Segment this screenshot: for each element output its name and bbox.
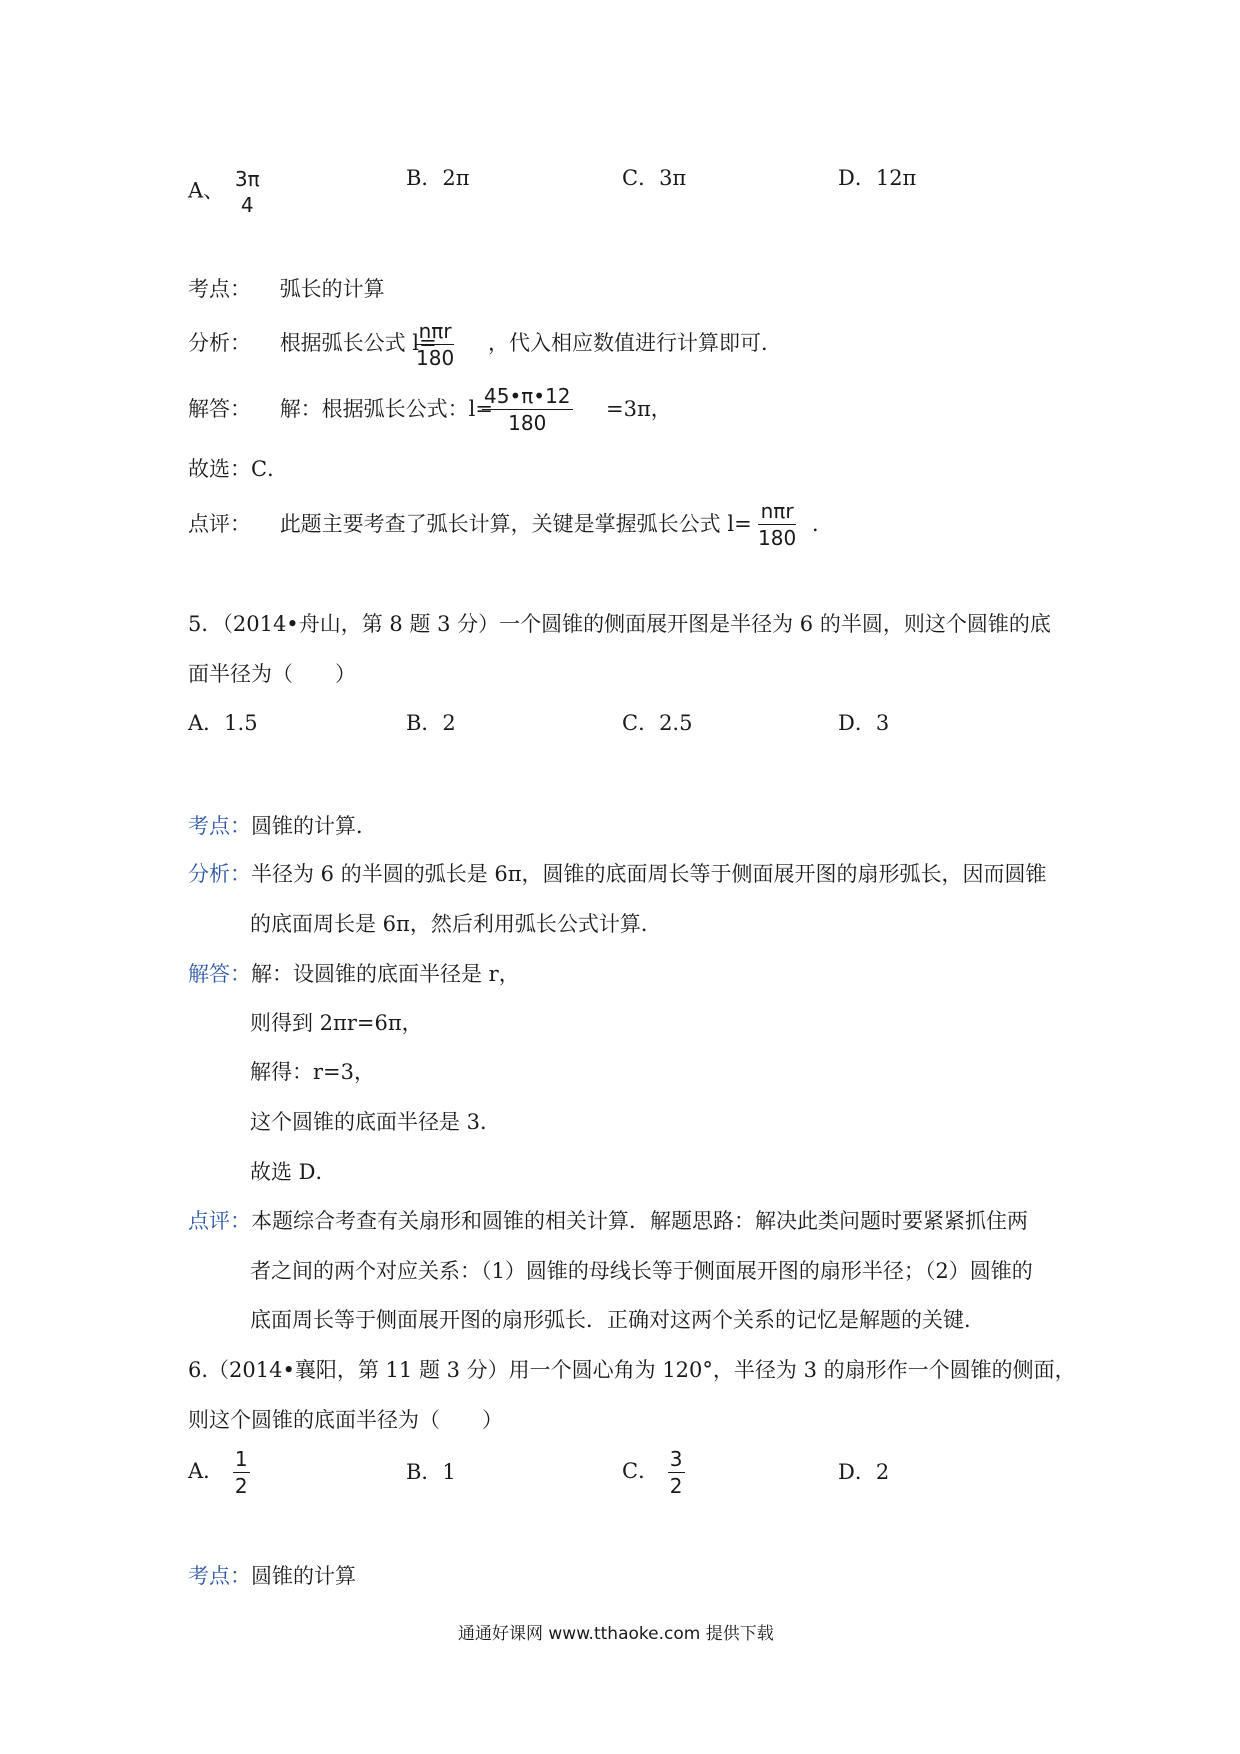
jieda-text-pre: 解：根据弧长公式：l=: [279, 397, 493, 421]
q4-option-a-label: A、: [188, 178, 225, 203]
q6-option-c-label: C．: [622, 1459, 660, 1483]
dianping-label: 点评：: [188, 512, 251, 536]
q5-dianping: [188, 1211, 1028, 1232]
dianping-line1: 本题综合考查有关扇形和圆锥的相关计算．解题思路：解决此类问题时要紧紧抓住两: [251, 1209, 1028, 1233]
q4-fenxi-fraction-wrap: [414, 320, 456, 369]
q4-jieda: [188, 399, 493, 420]
q5-stem-line2: 面半径为（ ）: [188, 662, 356, 686]
q5-jieda: [188, 964, 520, 985]
q5-dianping-line3: 底面周长等于侧面展开图的扇形弧长．正确对这两个关系的记忆是解题的关键．: [250, 1308, 985, 1332]
q5-option-d: D．3: [838, 711, 890, 735]
fraction-denominator: 2: [669, 1474, 683, 1498]
q4-jieda-fraction-wrap: [480, 385, 575, 434]
q4-fenxi: [188, 333, 437, 354]
q6-option-a-fraction: [233, 1448, 250, 1497]
q6-stem-line1: 6.（2014•襄阳，第 11 题 3 分）用一个圆心角为 120°，半径为 3 的扇形作一个圆锥的侧面，: [188, 1358, 1076, 1382]
q4-fenxi-fraction: [416, 320, 454, 369]
page-footer: 通通好课网 www.tthaoke.com 提供下载: [458, 1624, 774, 1644]
q4-kaodian: [188, 279, 385, 300]
q4-dianping-fraction-wrap: [756, 500, 798, 549]
q4-jieda-fraction: [482, 385, 573, 434]
q6-option-b: B．1: [406, 1460, 456, 1484]
q5-option-b: B．2: [406, 711, 456, 735]
q4-option-d: D．12π: [838, 166, 917, 190]
q4-guxuan: 故选：C．: [188, 457, 289, 481]
q4-option-b: B．2π: [406, 166, 470, 190]
q6-option-a-label: A．: [188, 1459, 225, 1483]
q6-option-d: D．2: [838, 1460, 890, 1484]
jieda-line1: 解：设圆锥的底面半径是 r，: [251, 962, 520, 986]
fraction-numerator: 3π: [234, 167, 260, 191]
kaodian-text: 弧长的计算: [279, 277, 385, 301]
q5-stem-line1: 5．（2014•舟山，第 8 题 3 分）一个圆锥的侧面展开图是半径为 6 的半圆，则这个圆锥的底: [188, 612, 1051, 636]
fraction-denominator: 180: [758, 526, 797, 550]
fraction-denominator: 2: [234, 1474, 248, 1498]
fenxi-label: 分析：: [188, 862, 251, 886]
fenxi-label: 分析：: [188, 331, 251, 355]
jieda-label: 解答：: [188, 962, 251, 986]
fraction-numerator: nπr: [758, 500, 796, 525]
kaodian-label: 考点：: [188, 277, 251, 301]
q4-jieda-text-post: =3π，: [606, 397, 672, 421]
q5-dianping-line2: 者之间的两个对应关系：（1）圆锥的母线长等于侧面展开图的扇形半径；（2）圆锥的: [250, 1259, 1033, 1283]
q5-option-a: A．1.5: [188, 711, 258, 735]
fraction-numerator: 1: [234, 1447, 248, 1471]
q6-kaodian: [188, 1566, 356, 1587]
q5-jieda-line5: 故选 D．: [250, 1160, 337, 1184]
fenxi-line1: 半径为 6 的半圆的弧长是 6π，圆锥的底面周长等于侧面展开图的扇形弧长，因而圆锥: [251, 862, 1047, 886]
q5-option-c: C．2.5: [622, 711, 693, 735]
fenxi-text-pre: 根据弧长公式 l=: [279, 331, 437, 355]
q4-option-c: C．3π: [622, 166, 687, 190]
fraction-denominator: 180: [508, 411, 547, 435]
q4-fenxi-text-post: ，代入相应数值进行计算即可．: [488, 331, 782, 355]
q4-dianping-text-post: ．: [812, 512, 833, 536]
q5-jieda-line4: 这个圆锥的底面半径是 3．: [250, 1110, 502, 1134]
q5-fenxi-line2: 的底面周长是 6π，然后利用弧长公式计算．: [250, 912, 662, 936]
dianping-label: 点评：: [188, 1209, 251, 1233]
q6-option-c: [622, 1448, 687, 1497]
q4-option-a: [188, 168, 264, 216]
q6-option-a: [188, 1448, 252, 1497]
q5-fenxi: [188, 864, 1047, 885]
q6-option-c-fraction: [668, 1448, 685, 1497]
fraction-denominator: 4: [240, 193, 254, 217]
dianping-text-pre: 此题主要考查了弧长计算，关键是掌握弧长公式 l=: [279, 512, 752, 536]
fraction-denominator: 180: [416, 346, 455, 370]
q4-dianping-fraction: [758, 500, 796, 549]
q4-dianping: [188, 514, 752, 535]
kaodian-text: 圆锥的计算: [251, 1564, 356, 1588]
q4-option-a-fraction: [233, 168, 262, 216]
kaodian-label: 考点：: [188, 814, 251, 838]
kaodian-label: 考点：: [188, 1564, 251, 1588]
fraction-numerator: 3: [669, 1447, 683, 1471]
q5-jieda-line3: 解得：r=3，: [250, 1060, 375, 1084]
kaodian-text: 圆锥的计算．: [251, 814, 377, 838]
q5-jieda-line2: 则得到 2πr=6π，: [250, 1011, 423, 1035]
jieda-label: 解答：: [188, 397, 251, 421]
fraction-numerator: nπr: [416, 320, 454, 345]
q5-kaodian: [188, 816, 377, 837]
fraction-numerator: 45•π•12: [484, 384, 571, 408]
q6-stem-line2: 则这个圆锥的底面半径为（ ）: [188, 1408, 503, 1432]
